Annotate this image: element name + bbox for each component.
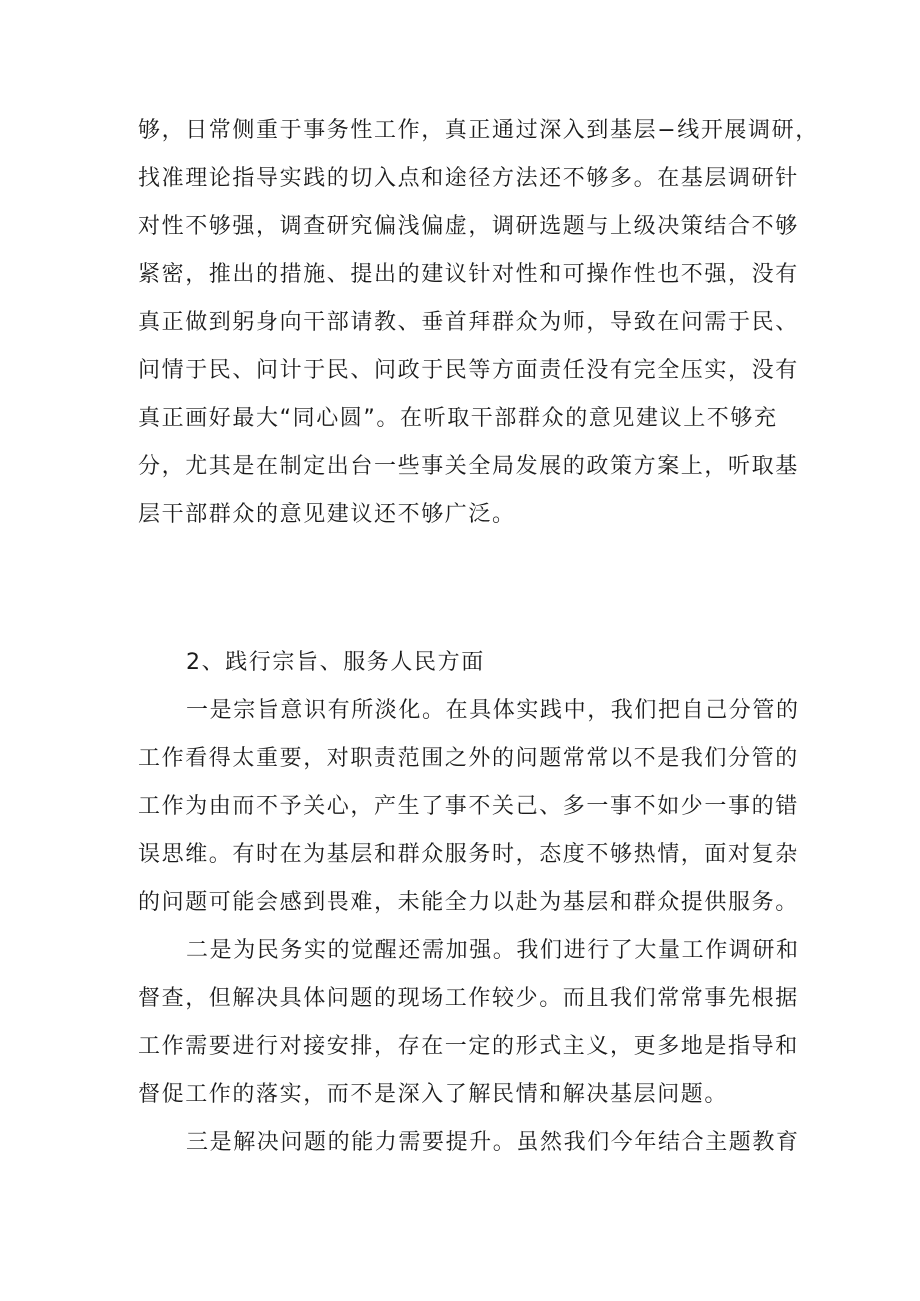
paragraph-2-line-5: 的问题可能会感到畏难，未能全力以赴为基层和群众提供服务。	[138, 890, 799, 915]
paragraph-2-line-3: 工作为由而不予关心，产生了事不关己、多一事不如少一事的错	[138, 794, 799, 819]
paragraph-1-line-8: 分，尤其是在制定出台一些事关全局发展的政策方案上，听取基	[138, 454, 799, 479]
paragraph-1-line-9: 层干部群众的意见建议还不够广泛。	[138, 502, 516, 527]
paragraph-1-line-6: 问情于民、问计于民、问政于民等方面责任没有完全压实，没有	[138, 358, 799, 383]
paragraph-2-line-1: 一是宗旨意识有所淡化。在具体实践中，我们把自己分管的	[186, 698, 800, 723]
paragraph-1-line-7: 真正画好最大“同心圆”。在听取干部群众的意见建议上不够充	[138, 406, 778, 431]
paragraph-4-line-1: 三是解决问题的能力需要提升。虽然我们今年结合主题教育	[186, 1130, 800, 1155]
paragraph-1-line-4: 紧密，推出的措施、提出的建议针对性和可操作性也不强，没有	[138, 262, 799, 287]
paragraph-1-line-3: 对性不够强，调查研究偏浅偏虚，调研选题与上级决策结合不够	[138, 214, 799, 239]
paragraph-3-line-4: 督促工作的落实，而不是深入了解民情和解决基层问题。	[138, 1082, 729, 1107]
paragraph-1-line-5: 真正做到躬身向干部请教、垂首拜群众为师，导致在问需于民、	[138, 310, 799, 335]
paragraph-2-line-2: 工作看得太重要，对职责范围之外的问题常常以不是我们分管的	[138, 746, 799, 771]
paragraph-3-line-3: 工作需要进行对接安排，存在一定的形式主义，更多地是指导和	[138, 1034, 799, 1059]
paragraph-1-line-1: 够，日常侧重于事务性工作，真正通过深入到基层−线开展调研，	[138, 118, 819, 143]
paragraph-3-line-2: 督查，但解决具体问题的现场工作较少。而且我们常常事先根据	[138, 986, 799, 1011]
section-heading: 2、践行宗旨、服务人民方面	[186, 650, 485, 675]
paragraph-2-line-4: 误思维。有时在为基层和群众服务时，态度不够热情，面对复杂	[138, 842, 799, 867]
paragraph-1-line-2: 找准理论指导实践的切入点和途径方法还不够多。在基层调研针	[138, 166, 799, 191]
paragraph-3-line-1: 二是为民务实的觉醒还需加强。我们进行了大量工作调研和	[186, 938, 800, 963]
